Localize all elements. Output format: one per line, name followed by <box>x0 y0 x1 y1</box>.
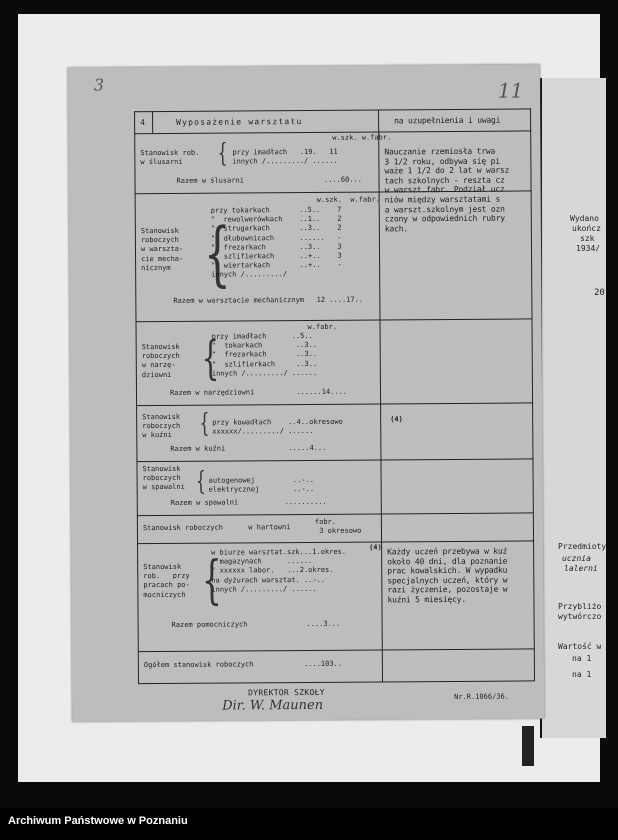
side-text: wytwórczo <box>558 612 602 621</box>
side-text: 1934/ <box>576 244 601 253</box>
forge-rows: przy kowadłach ..4..okresowo xxxxxx/........./ ...... <box>212 417 343 436</box>
locksmith-total: Razem w ślusarni ....60... <box>176 175 362 185</box>
side-text: 20 <box>594 288 605 298</box>
reference-number: Nr.R.1066/36. <box>454 692 509 701</box>
locksmith-rows: przy imadłach .19. 11 innych /........./ ...... <box>232 147 338 166</box>
row-divider <box>137 512 534 516</box>
side-text: ukończ <box>572 224 601 233</box>
toolroom-cols: w.fabr. <box>307 322 338 331</box>
forge-label: Stanowisk roboczych w kuźni <box>142 412 181 440</box>
director-stamp: DYREKTOR SZKOŁY <box>248 687 325 698</box>
row-divider <box>138 648 535 652</box>
row-divider <box>135 318 532 322</box>
header-col-number: 4 <box>140 118 145 128</box>
table-border-bottom <box>138 680 535 684</box>
welding-label: Stanowisk roboczych w spawalni <box>142 464 185 492</box>
row-divider <box>136 458 533 462</box>
brace: { <box>203 212 231 295</box>
signature: Dir. W. Maunen <box>222 697 324 714</box>
auxiliary-label: Stanowisk rob. przy pracach po- mocniczych <box>143 562 190 599</box>
hardening-value: fabr. 3 okresowo <box>314 517 362 536</box>
col-divider <box>152 111 153 133</box>
film-edge <box>522 726 534 766</box>
toolroom-total: Razem w narzędziowni ......14.... <box>169 387 348 397</box>
toolroom-label: Stanowisk roboczych w narzę- dziowni <box>141 342 180 379</box>
side-text: ucznia <box>562 554 591 563</box>
adjacent-page <box>540 78 606 738</box>
side-text: Przybliżo <box>558 602 602 611</box>
table-border-right <box>530 108 535 680</box>
side-text: na 1 <box>572 654 592 663</box>
toolroom-rows: przy imadłach ..5.. " tokarkach ..3.. " frezarkach ..3.. " szlifierkach ..3.. innych /........./ ...... <box>211 331 318 378</box>
row-divider <box>136 402 533 406</box>
hardening-label: Stanowisk roboczych w hartowni <box>142 523 291 533</box>
welding-total: Razem w spawalni .......... <box>170 497 327 507</box>
brace: { <box>201 550 222 611</box>
side-text: szk <box>580 234 595 243</box>
handwritten-number: 11 <box>497 78 524 103</box>
brace: { <box>195 466 206 497</box>
auxiliary-rows: w biurze warsztat.szk...1.okres. " magazynach ...... " xxxxxx labor. ...2.okres. na dyżurach warsztat. ..-.. innych /........./ ...... <box>211 547 346 594</box>
archive-name: Archiwum Państwowe w Poznaniu <box>8 815 188 827</box>
side-text: Wartość w <box>558 642 602 651</box>
brace: { <box>199 408 210 439</box>
document-page <box>68 64 545 721</box>
corner-number: 3 <box>93 75 105 95</box>
side-text: lalerni <box>564 564 598 573</box>
locksmith-label: Stanowisk rob. w ślusarni <box>140 148 200 167</box>
auxiliary-total: Razem pomocniczych ....3... <box>171 619 341 629</box>
auxiliary-mark: (4) <box>369 543 382 552</box>
locksmith-cols: w.szk. w.fabr. <box>332 133 392 142</box>
notes-text: Nauczanie rzemiosła trwa 3 1/2 roku, odbywa się pi waże 1 1/2 do 2 lat w warsz tach szkolnych - reszta cz w warszt.fabr. Podział ucz niów między warsztatami s a warszt.szkolnym jest ozn czony w odpowiednich rubry kach. <box>384 146 510 234</box>
notes2-text: Każdy uczeń przebywa w kuź około 40 dni, dla poznanie prac kowalskich. W wypadku specjalnych uczeń, który w razi życzenie, pozostaje w kuźni 5 miesięcy. <box>387 546 508 605</box>
mechanical-label: Stanowisk roboczych w warszta- cie mecha- nicznym <box>140 226 184 272</box>
side-text: Przedmioty <box>558 542 607 551</box>
mechanical-cols: w.szk. w.fabr. <box>316 195 380 204</box>
side-text: na 1 <box>572 670 592 679</box>
header-col-notes: na uzupełnienia i uwagi <box>394 115 501 126</box>
forge-total: Razem w kuźni .....4... <box>170 443 327 453</box>
brace: { <box>217 138 228 169</box>
grand-total: Ogółem stanowisk roboczych ....103.. <box>143 659 342 670</box>
table-border-left <box>134 111 139 683</box>
welding-rows: autogenowej ..-.. elektrycznej ..-.. <box>208 475 315 494</box>
mechanical-total: Razem w warsztacie mechanicznym 12 ....17.. <box>173 295 364 305</box>
mechanical-rows: przy tokarkach ..5.. 7 " rewolwerówkach ..1.. 2 " strugarkach ..3.. 2 " dłubownicach ...... - " frezarkach ..3.. 3 " szlifierkach ..+.. 3 " wiertarkach ..+.. - innych /........./ <box>210 205 342 280</box>
brace: { <box>201 330 220 385</box>
forge-mark: (4) <box>390 415 403 424</box>
side-text: Wydano <box>570 214 599 223</box>
table-border-top <box>134 108 531 112</box>
header-col-title: Wyposażenie warsztatu <box>176 117 303 127</box>
row-divider <box>137 540 534 544</box>
